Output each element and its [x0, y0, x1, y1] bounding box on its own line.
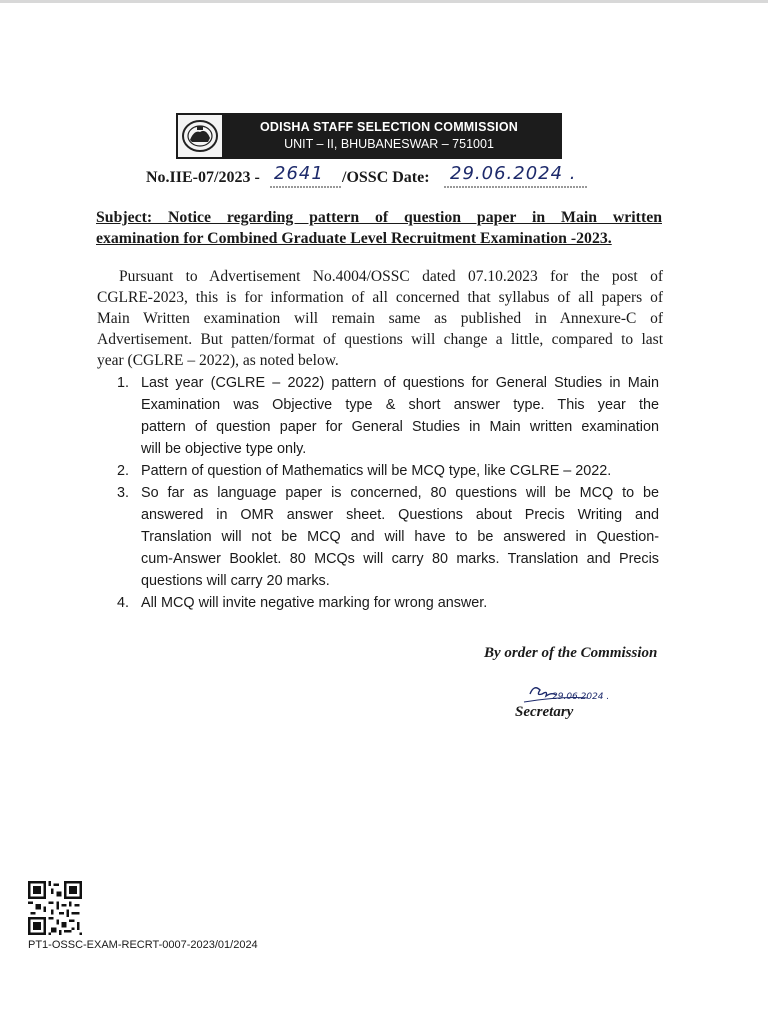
by-order-text: By order of the Commission: [484, 645, 658, 661]
list-item-line: Translation will not be MCQ and will have to be answered in Question-: [141, 529, 659, 545]
subject-line: Subject: Notice regarding pattern of question paper in Main written: [96, 209, 662, 226]
list-item-line: Pattern of question of Mathematics will be MCQ type, like CGLRE – 2022.: [141, 463, 612, 479]
list-item: [117, 372, 659, 460]
page-top-edge: [0, 0, 768, 3]
body-line: Main Written examination will remain same as published in Annexure-C of: [97, 310, 663, 327]
reference-number-handwritten: 2641: [274, 163, 324, 184]
body-line: CGLRE-2023, this is for information of all concerned that syllabus of all papers of: [97, 289, 663, 306]
body-paragraph: [97, 266, 663, 371]
points-list: [117, 372, 659, 614]
list-item: [117, 460, 659, 482]
list-item: [117, 482, 659, 592]
list-item-line: Last year (CGLRE – 2022) pattern of questions for General Studies in Main: [141, 375, 659, 391]
list-item-number: 3.: [117, 485, 130, 501]
list-item-line: Examination was Objective type & short answer type. This year the: [141, 397, 659, 413]
reference-date-handwritten: 29.06.2024 .: [450, 163, 577, 184]
odisha-emblem-icon: [178, 115, 222, 157]
letterhead: [176, 113, 562, 159]
reference-mid: /OSSC Date:: [342, 169, 430, 186]
list-item-line: All MCQ will invite negative marking for wrong answer.: [141, 595, 488, 611]
secretary-designation: Secretary: [515, 704, 574, 720]
reference-line: [146, 163, 626, 193]
reference-date-underline: [444, 185, 588, 189]
list-item-line: cum-Answer Booklet. 80 MCQs will carry 80 marks. Translation and Precis: [141, 551, 659, 567]
list-item-line: questions will carry 20 marks.: [141, 573, 330, 589]
reference-number-underline: [270, 185, 342, 189]
body-line: year (CGLRE – 2022), as noted below.: [97, 352, 339, 369]
subject: [96, 207, 662, 249]
organization-name: ODISHA STAFF SELECTION COMMISSION: [260, 120, 518, 134]
list-item-line: will be objective type only.: [141, 441, 307, 457]
list-item-number: 2.: [117, 463, 130, 479]
body-line: Advertisement. But patten/format of questions will change a little, compared to last: [97, 331, 663, 348]
list-item-line: answered in OMR answer sheet. Questions about Precis Writing and: [141, 507, 659, 523]
reference-prefix: No.IIE-07/2023 -: [146, 169, 260, 186]
subject-line: examination for Combined Graduate Level Recruitment Examination -2023.: [96, 230, 612, 247]
organization-address: UNIT – II, BHUBANESWAR – 751001: [284, 137, 494, 151]
list-item-number: 1.: [117, 375, 130, 391]
letterhead-text: [222, 119, 562, 153]
signature-date-handwritten: 29.06.2024 .: [552, 692, 610, 702]
body-line: Pursuant to Advertisement No.4004/OSSC dated 07.10.2023 for the post of: [119, 268, 663, 285]
list-item-number: 4.: [117, 595, 130, 611]
list-item-line: So far as language paper is concerned, 80 questions will be MCQ to be: [141, 485, 659, 501]
qr-code-icon: [28, 881, 82, 935]
list-item-line: pattern of question paper for General Studies in Main written examination: [141, 419, 659, 435]
footer-code: PT1-OSSC-EXAM-RECRT-0007-2023/01/2024: [28, 939, 258, 951]
list-item: [117, 592, 659, 614]
